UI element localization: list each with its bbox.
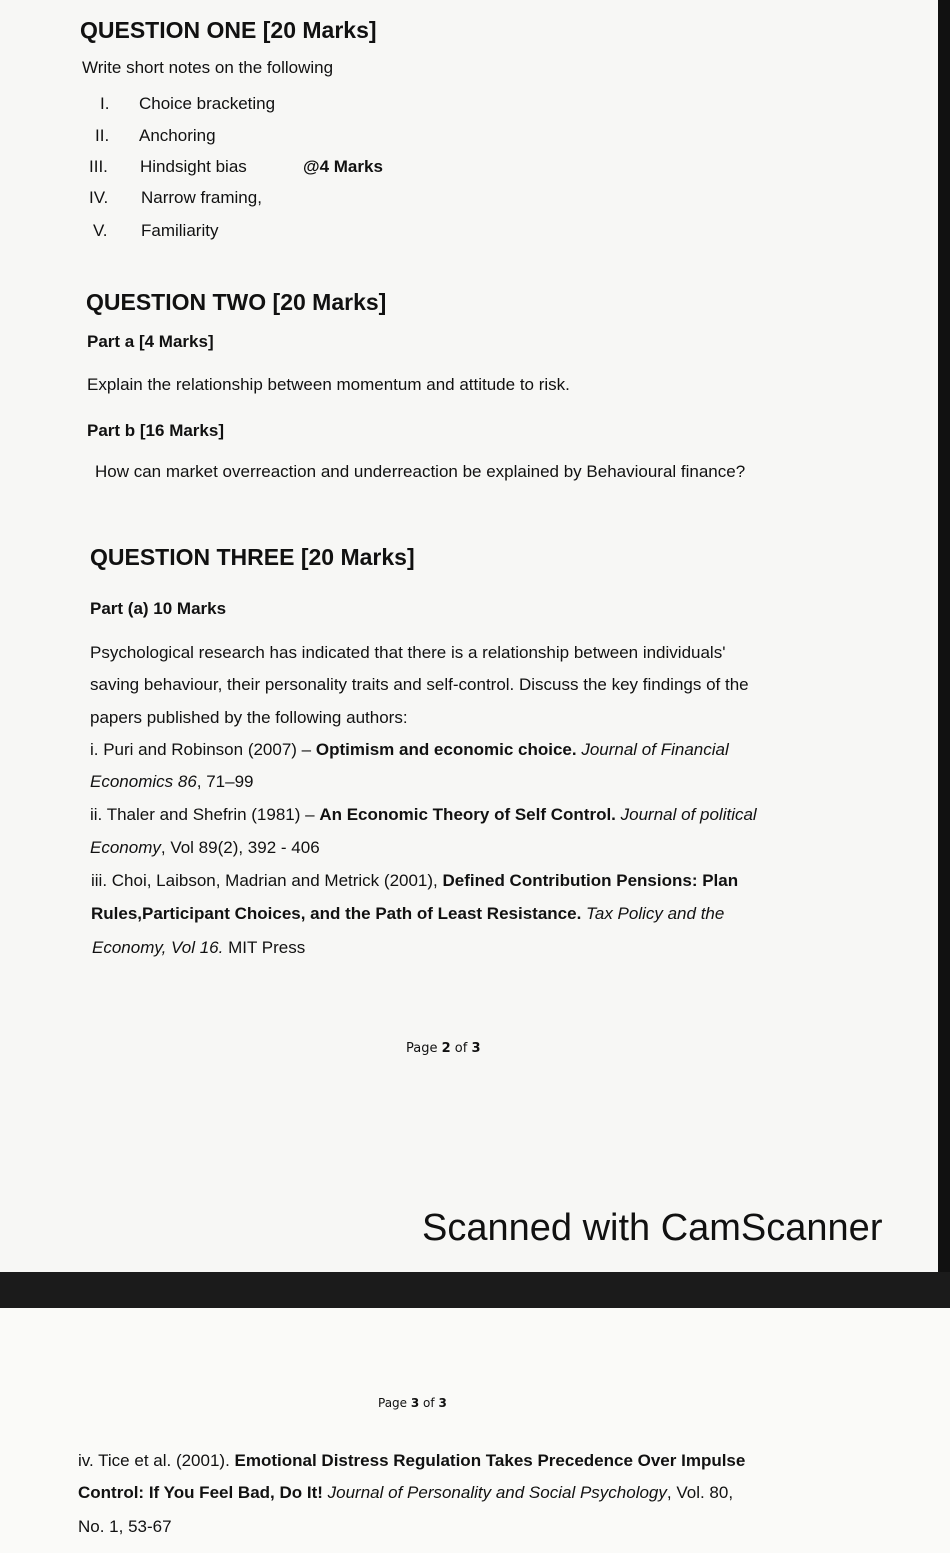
paragraph-line: Psychological research has indicated that there is a relationship between individuals' [90, 643, 726, 662]
list-item-number: III. [89, 157, 108, 176]
list-item-number: IV. [89, 188, 109, 207]
question-one-intro: Write short notes on the following [82, 58, 334, 77]
page-number-total: 3 [438, 1396, 447, 1410]
page-number [406, 1041, 481, 1056]
page-number-current: 3 [410, 1396, 420, 1410]
reference-4-line1 [78, 1451, 745, 1471]
question-two-heading: QUESTION TWO [20 Marks] [86, 289, 387, 315]
reference-3-line1 [91, 871, 738, 891]
reference-3-line3 [92, 938, 305, 958]
reference-2-line1 [90, 805, 757, 825]
part-a-text: Explain the relationship between momentum and attitude to risk. [87, 375, 570, 394]
reference-title: An Economic Theory of Self Control. [319, 805, 616, 824]
reference-volume: , Vol. 80, [666, 1483, 734, 1502]
list-item-text: Narrow framing, [141, 188, 262, 207]
reference-journal: Economics 86 [90, 772, 197, 791]
reference-title: Control: If You Feel Bad, Do It! [78, 1483, 323, 1502]
reference-journal: Journal of Financial [576, 740, 729, 759]
scanned-page-3 [0, 1308, 950, 1553]
part-b-text: How can market overreaction and underreaction be explained by Behavioural finance? [95, 462, 746, 481]
question-one-heading: QUESTION ONE [20 Marks] [80, 17, 377, 43]
reference-4-line3: No. 1, 53-67 [78, 1517, 172, 1536]
paragraph-line: papers published by the following authors: [90, 708, 408, 727]
list-item-text: Familiarity [141, 221, 219, 240]
reference-4-line2 [78, 1483, 733, 1503]
part-b-label: Part b [16 Marks] [87, 421, 224, 440]
reference-authors: iii. Choi, Laibson, Madrian and Metrick (2001), [91, 871, 443, 890]
list-item-text: Anchoring [139, 126, 216, 145]
part-a-label: Part a [4 Marks] [87, 332, 214, 351]
marks-note: @4 Marks [303, 157, 383, 176]
reference-authors: ii. Thaler and Shefrin (1981) – [90, 805, 320, 824]
page-number-prefix: Page [378, 1396, 411, 1410]
page-number-prefix: Page [406, 1041, 442, 1056]
list-item-number: I. [100, 94, 110, 113]
reference-title: Defined Contribution Pensions: Plan [442, 871, 739, 890]
reference-pages: , 71–99 [196, 772, 254, 791]
part-a-label: Part (a) 10 Marks [90, 599, 227, 618]
page-number-current: 2 [441, 1041, 451, 1056]
reference-title: Optimism and economic choice. [315, 740, 577, 759]
reference-journal: Economy, Vol 16. [92, 938, 224, 957]
reference-journal: Journal of Personality and Social Psychology [322, 1483, 667, 1502]
reference-title: Emotional Distress Regulation Takes Precedence Over Impulse [234, 1451, 746, 1470]
page-divider [0, 1272, 950, 1308]
reference-1-line2 [90, 772, 254, 792]
reference-journal: Journal of political [615, 805, 757, 824]
list-item-number: V. [93, 221, 108, 240]
page-number-mid: of [419, 1396, 439, 1410]
reference-2-line2 [90, 838, 320, 858]
reference-title: Rules,Participant Choices, and the Path of Least Resistance. [91, 904, 582, 923]
reference-journal: Tax Policy and the [581, 904, 725, 923]
question-three-heading: QUESTION THREE [20 Marks] [90, 544, 415, 570]
page-number [378, 1396, 447, 1410]
scan-edge [938, 0, 950, 1272]
reference-journal: Economy [90, 838, 161, 857]
page-number-mid: of [450, 1041, 472, 1056]
reference-1-line1 [90, 740, 729, 760]
page-number-total: 3 [471, 1041, 481, 1056]
list-item-text: Choice bracketing [139, 94, 276, 113]
reference-authors: iv. Tice et al. (2001). [78, 1451, 235, 1470]
paragraph-line: saving behaviour, their personality traits and self-control. Discuss the key findings of the [90, 675, 749, 694]
scanner-stamp: Scanned with CamScanner [422, 1207, 883, 1249]
list-item-number: II. [95, 126, 110, 145]
reference-pages: , Vol 89(2), 392 - 406 [160, 838, 320, 857]
list-item-text: Hindsight bias [140, 157, 247, 176]
reference-3-line2 [91, 904, 724, 924]
reference-authors: i. Puri and Robinson (2007) – [90, 740, 316, 759]
reference-publisher: MIT Press [223, 938, 306, 957]
